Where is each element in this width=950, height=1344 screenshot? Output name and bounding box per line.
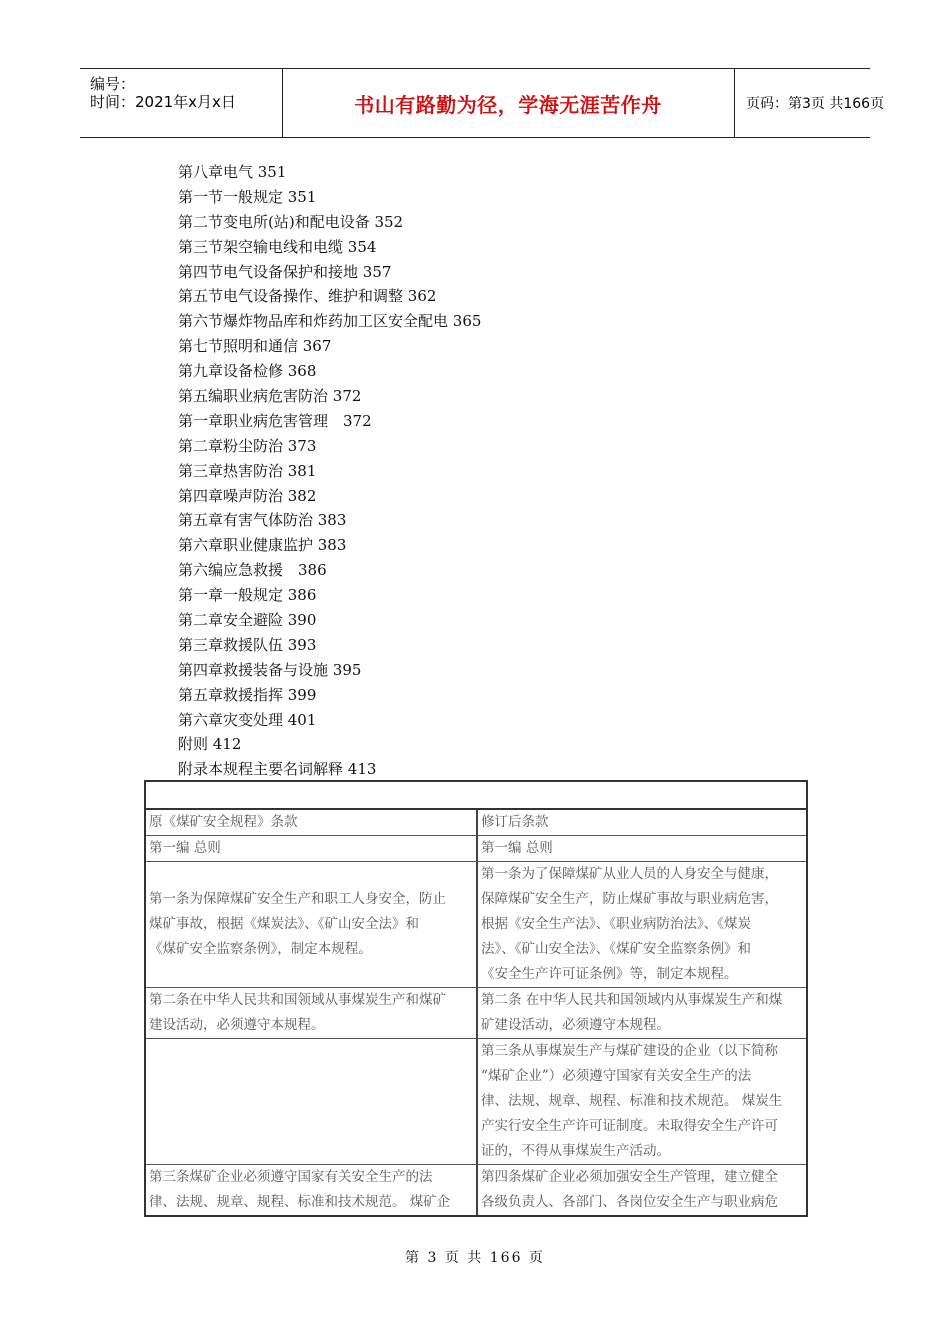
- revised-clause-cell: [478, 1039, 806, 1164]
- toc-entry: 第四节电气设备保护和接地 357: [178, 262, 392, 281]
- clause-text-line: 煤矿事故，根据《煤炭法》、《矿山安全法》和: [149, 916, 419, 932]
- revised-clause-cell: [478, 988, 806, 1038]
- clause-text-line: 矿建设活动，必须遵守本规程。: [481, 1017, 670, 1033]
- toc-entry: 第五节电气设备操作、维护和调整 362: [178, 287, 437, 306]
- clause-text-line: 各级负责人、各部门、各岗位安全生产与职业病危: [481, 1194, 778, 1210]
- original-clause-cell: [146, 1039, 478, 1164]
- clause-text-line: 律、法规、规章、规程、标准和技术规范。 煤炭生: [481, 1093, 783, 1109]
- original-clause-cell: [146, 836, 478, 861]
- clause-text-line: 产实行安全生产许可证制度。未取得安全生产许可: [481, 1118, 778, 1134]
- clause-text-line: 律、法规、规章、规程、标准和技术规范。 煤矿企: [149, 1194, 451, 1210]
- revised-clause-cell: [478, 1165, 806, 1215]
- table-row: [146, 836, 806, 862]
- clause-text-line: 第二条在中华人民共和国领域从事煤炭生产和煤矿: [149, 992, 446, 1008]
- table-row: [146, 862, 806, 988]
- page-header: [80, 68, 885, 138]
- header-motto: 书山有路勤为径，学海无涯苦作舟: [354, 92, 662, 117]
- table-row: [146, 1039, 806, 1165]
- revised-clause-cell: [478, 862, 806, 987]
- table-body: [146, 836, 806, 1215]
- clause-text-line: 第二条 在中华人民共和国领域内从事煤炭生产和煤: [481, 992, 783, 1008]
- clause-text-line: 第一编 总则: [149, 840, 221, 856]
- clause-text-line: 第三条煤矿企业必须遵守国家有关安全生产的法: [149, 1169, 433, 1185]
- toc-entry: 第二章粉尘防治 373: [178, 436, 317, 455]
- toc-entry: 第一节一般规定 351: [178, 187, 317, 206]
- toc-entry: 第一章职业病危害管理 372: [178, 411, 372, 430]
- clause-text-line: 第三条从事煤炭生产与煤矿建设的企业（以下简称: [481, 1043, 778, 1059]
- clause-text-line: 第一条为了保障煤矿从业人员的人身安全与健康，: [481, 866, 778, 882]
- header-original-clause: 原《煤矿安全规程》条款: [146, 810, 478, 835]
- page-footer: 第 3 页 共 166 页: [405, 1250, 545, 1266]
- toc-entry: 第四章救援装备与设施 395: [178, 660, 362, 679]
- toc-entry: 第三节架空输电线和电缆 354: [178, 237, 377, 256]
- toc-entry: 第六章灾变处理 401: [178, 710, 317, 729]
- toc-entry: 附录本规程主要名词解释 413: [178, 760, 377, 779]
- toc-entry: 第一章一般规定 386: [178, 586, 317, 605]
- toc-entry: 第五编职业病危害防治 372: [178, 387, 362, 406]
- table-title-row: [146, 782, 806, 810]
- comparison-table: [144, 780, 808, 1217]
- toc-entry: 第二章安全避险 390: [178, 611, 317, 630]
- clause-text-line: 证的，不得从事煤炭生产活动。: [481, 1143, 670, 1159]
- table-row: [146, 1165, 806, 1215]
- header-page-cell: [734, 69, 885, 137]
- clause-text-line: 第四条煤矿企业必须加强安全生产管理，建立健全: [481, 1169, 778, 1185]
- clause-text-line: 《安全生产许可证条例》等，制定本规程。: [481, 966, 738, 982]
- clause-text-line: “煤矿企业”）必须遵守国家有关安全生产的法: [481, 1068, 752, 1084]
- toc-entry: 第六章职业健康监护 383: [178, 536, 347, 555]
- toc-entry: 第九章设备检修 368: [178, 362, 317, 381]
- clause-text-line: 《煤矿安全监察条例》，制定本规程。: [149, 941, 372, 957]
- clause-text-line: 法》、《矿山安全法》、《煤矿安全监察条例》和: [481, 941, 751, 957]
- header-revised-clause: 修订后条款: [481, 814, 549, 830]
- toc-entry: 第六节爆炸物品库和炸药加工区安全配电 365: [178, 312, 482, 331]
- clause-text-line: 第一条为保障煤矿安全生产和职工人身安全，防止: [149, 891, 446, 907]
- toc-entry: 第二节变电所(站)和配电设备 352: [178, 212, 404, 231]
- document-number-label: 编号：: [90, 75, 136, 93]
- original-clause-cell: [146, 862, 478, 987]
- toc-entry: 第七节照明和通信 367: [178, 337, 332, 356]
- revised-clause-cell: [478, 836, 806, 861]
- clause-text-line: 根据《安全生产法》、《职业病防治法》、《煤炭: [481, 916, 751, 932]
- toc-entry: 第五章有害气体防治 383: [178, 511, 347, 530]
- header-page-info: 页码：第3页 共166页: [746, 96, 885, 112]
- table-row: [146, 988, 806, 1039]
- toc-entry: 第三章救援队伍 393: [178, 635, 317, 654]
- clause-text-line: 建设活动，必须遵守本规程。: [149, 1017, 325, 1033]
- table-header-row: [146, 810, 806, 836]
- toc-entry: 第五章救援指挥 399: [178, 685, 317, 704]
- clause-text-line: 保障煤矿安全生产，防止煤矿事故与职业病危害，: [481, 891, 778, 907]
- toc-entry: 第六编应急救援 386: [178, 561, 327, 580]
- toc-entry: 第三章热害防治 381: [178, 461, 317, 480]
- toc-entry: 附则 412: [178, 735, 242, 754]
- toc-entry: 第八章电气 351: [178, 163, 287, 181]
- table-of-contents: [178, 160, 481, 782]
- header-motto-cell: [282, 69, 735, 137]
- toc-entry: 第四章噪声防治 382: [178, 486, 317, 505]
- original-clause-cell: [146, 988, 478, 1038]
- document-time-label: 时间：2021年x月x日: [90, 93, 236, 111]
- header-meta-cell: [80, 69, 283, 137]
- clause-text-line: 第一编 总则: [481, 840, 553, 856]
- original-clause-cell: [146, 1165, 478, 1215]
